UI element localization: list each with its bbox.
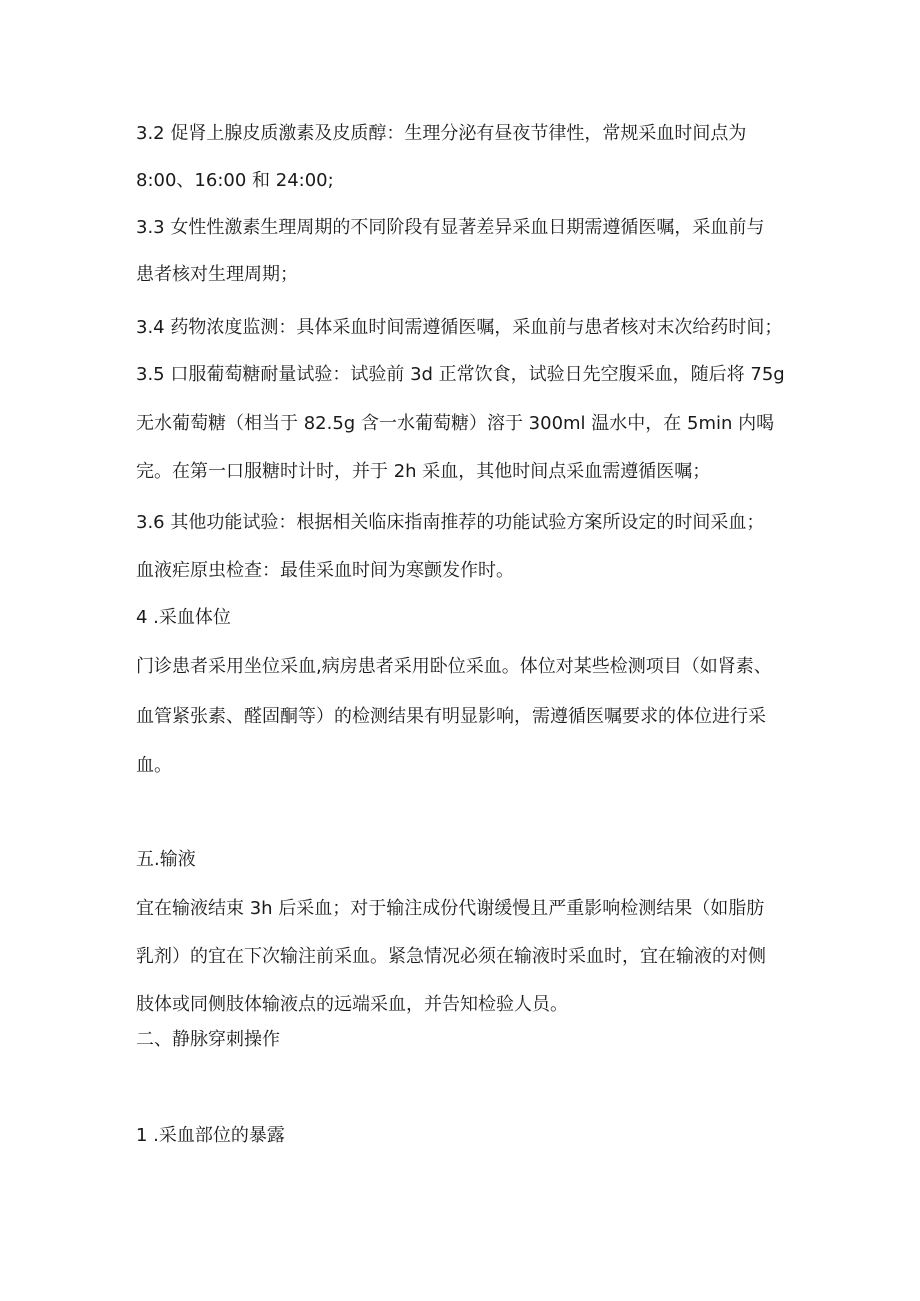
section-4-heading: 4 .采血体位 xyxy=(136,607,231,628)
section-3-6-line-1: 3.6 其他功能试验：根据相关临床指南推荐的功能试验方案所设定的时间采血； xyxy=(136,512,765,533)
section-4-line-1: 门诊患者采用坐位采血,病房患者采用卧位采血。体位对某些检测项目（如肾素、 xyxy=(136,656,772,677)
section-3-2-line-1: 3.2 促肾上腺皮质激素及皮质醇：生理分泌有昼夜节律性，常规采血时间点为 xyxy=(136,123,747,144)
section-3-5-line-2: 无水葡萄糖（相当于 82.5g 含一水葡萄糖）溶于 300ml 温水中，在 5min 内喝 xyxy=(136,413,775,434)
section-5-line-3: 肢体或同侧肢体输液点的远端采血，并告知检验人员。 xyxy=(136,994,568,1015)
section-3-6-line-2: 血液疟原虫检查：最佳采血时间为寒颤发作时。 xyxy=(136,560,514,581)
subsection-1-heading: 1 .采血部位的暴露 xyxy=(136,1125,285,1146)
part-2-heading: 二、静脉穿刺操作 xyxy=(136,1029,280,1050)
section-4-line-2: 血管紧张素、醛固酮等）的检测结果有明显影响，需遵循医嘱要求的体位进行采 xyxy=(136,706,766,727)
section-4-line-3: 血。 xyxy=(136,755,172,776)
section-3-5-line-1: 3.5 口服葡萄糖耐量试验：试验前 3d 正常饮食，试验日先空腹采血，随后将 75g xyxy=(136,364,785,385)
section-5-heading: 五.输液 xyxy=(136,849,196,870)
section-3-5-line-3: 完。在第一口服糖时计时，并于 2h 采血，其他时间点采血需遵循医嘱； xyxy=(136,461,711,482)
section-3-4-line-1: 3.4 药物浓度监测：具体采血时间需遵循医嘱，采血前与患者核对末次给药时间； xyxy=(136,317,783,338)
section-3-3-line-2: 患者核对生理周期； xyxy=(136,264,298,285)
section-3-3-line-1: 3.3 女性性激素生理周期的不同阶段有显著差异采血日期需遵循医嘱，采血前与 xyxy=(136,217,765,238)
section-3-2-line-2: 8:00、16:00 和 24:00; xyxy=(136,170,334,191)
section-5-line-1: 宜在输液结束 3h 后采血；对于输注成份代谢缓慢且严重影响检测结果（如脂肪 xyxy=(136,898,765,919)
section-5-line-2: 乳剂）的宜在下次输注前采血。紧急情况必须在输液时采血时，宜在输液的对侧 xyxy=(136,946,766,967)
